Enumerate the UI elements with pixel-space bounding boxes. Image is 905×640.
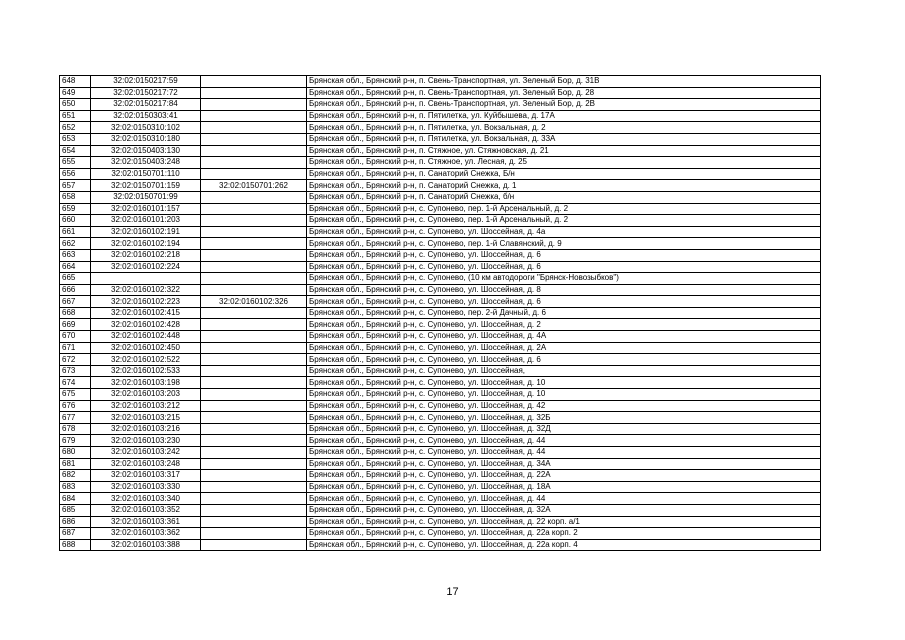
- cadastral-number-cell: 32:02:0160103:212: [91, 400, 201, 412]
- cadastral-number-cell: 32:02:0160103:317: [91, 470, 201, 482]
- address-cell: Брянская обл., Брянский р-н, п. Пятилетка, ул. Вокзальная, д. 2: [307, 122, 821, 134]
- row-number-cell: 655: [60, 157, 91, 169]
- table-row: [60, 238, 821, 250]
- cadastral-number-cell: 32:02:0160103:362: [91, 528, 201, 540]
- row-number-cell: 681: [60, 458, 91, 470]
- table-row: [60, 273, 821, 285]
- related-cadastral-number-cell: [201, 191, 307, 203]
- row-number-cell: 675: [60, 389, 91, 401]
- row-number-cell: 653: [60, 133, 91, 145]
- related-cadastral-number-cell: [201, 87, 307, 99]
- address-cell: Брянская обл., Брянский р-н, с. Супонево, ул. Шоссейная, д. 6: [307, 296, 821, 308]
- cadastral-number-cell: 32:02:0160101:157: [91, 203, 201, 215]
- address-cell: Брянская обл., Брянский р-н, п. Пятилетка, ул. Куйбышева, д. 17А: [307, 110, 821, 122]
- cadastral-number-cell: 32:02:0160103:388: [91, 539, 201, 551]
- table-row: [60, 493, 821, 505]
- cadastral-number-cell: 32:02:0150403:248: [91, 157, 201, 169]
- row-number-cell: 660: [60, 215, 91, 227]
- table-row: [60, 470, 821, 482]
- row-number-cell: 665: [60, 273, 91, 285]
- address-cell: Брянская обл., Брянский р-н, п. Свень-Транспортная, ул. Зеленый Бор, д. 2В: [307, 99, 821, 111]
- row-number-cell: 650: [60, 99, 91, 111]
- related-cadastral-number-cell: 32:02:0160102:326: [201, 296, 307, 308]
- table-row: [60, 168, 821, 180]
- table-row: [60, 377, 821, 389]
- cadastral-number-cell: 32:02:0160103:230: [91, 435, 201, 447]
- address-cell: Брянская обл., Брянский р-н, с. Супонево, ул. Шоссейная, д. 32Б: [307, 412, 821, 424]
- related-cadastral-number-cell: [201, 319, 307, 331]
- cadastral-number-cell: 32:02:0160101:203: [91, 215, 201, 227]
- related-cadastral-number-cell: [201, 354, 307, 366]
- row-number-cell: 662: [60, 238, 91, 250]
- address-cell: Брянская обл., Брянский р-н, с. Супонево, ул. Шоссейная, д. 44: [307, 493, 821, 505]
- related-cadastral-number-cell: [201, 377, 307, 389]
- address-cell: Брянская обл., Брянский р-н, п. Свень-Транспортная, ул. Зеленый Бор, д. 31В: [307, 76, 821, 88]
- cadastral-number-cell: 32:02:0160103:248: [91, 458, 201, 470]
- table-row: [60, 412, 821, 424]
- related-cadastral-number-cell: [201, 145, 307, 157]
- row-number-cell: 669: [60, 319, 91, 331]
- row-number-cell: 687: [60, 528, 91, 540]
- address-cell: Брянская обл., Брянский р-н, с. Супонево, ул. Шоссейная, д. 18А: [307, 481, 821, 493]
- related-cadastral-number-cell: [201, 331, 307, 343]
- table-row: [60, 389, 821, 401]
- related-cadastral-number-cell: [201, 365, 307, 377]
- table-row: [60, 145, 821, 157]
- related-cadastral-number-cell: [201, 249, 307, 261]
- table-row: [60, 110, 821, 122]
- row-number-cell: 657: [60, 180, 91, 192]
- address-cell: Брянская обл., Брянский р-н, с. Супонево, ул. Шоссейная, д. 6: [307, 354, 821, 366]
- related-cadastral-number-cell: [201, 226, 307, 238]
- related-cadastral-number-cell: [201, 238, 307, 250]
- table-row: [60, 342, 821, 354]
- related-cadastral-number-cell: [201, 133, 307, 145]
- table-row: [60, 261, 821, 273]
- cadastral-number-cell: 32:02:0150217:84: [91, 99, 201, 111]
- address-cell: Брянская обл., Брянский р-н, с. Супонево, ул. Шоссейная, д. 8: [307, 284, 821, 296]
- related-cadastral-number-cell: [201, 342, 307, 354]
- table-row: [60, 528, 821, 540]
- address-cell: Брянская обл., Брянский р-н, с. Супонево, пер. 1-й Славянский, д. 9: [307, 238, 821, 250]
- table-row: [60, 87, 821, 99]
- cadastral-number-cell: 32:02:0160103:340: [91, 493, 201, 505]
- cadastral-number-cell: 32:02:0150701:159: [91, 180, 201, 192]
- registry-table-body: [60, 76, 821, 551]
- table-row: [60, 354, 821, 366]
- table-row: [60, 122, 821, 134]
- related-cadastral-number-cell: [201, 493, 307, 505]
- row-number-cell: 656: [60, 168, 91, 180]
- cadastral-number-cell: 32:02:0160102:450: [91, 342, 201, 354]
- address-cell: Брянская обл., Брянский р-н, с. Супонево, ул. Шоссейная, д. 4А: [307, 331, 821, 343]
- related-cadastral-number-cell: [201, 400, 307, 412]
- cadastral-number-cell: 32:02:0160103:242: [91, 447, 201, 459]
- table-row: [60, 435, 821, 447]
- related-cadastral-number-cell: [201, 307, 307, 319]
- address-cell: Брянская обл., Брянский р-н, п. Стяжное, ул. Лесная, д. 25: [307, 157, 821, 169]
- row-number-cell: 654: [60, 145, 91, 157]
- related-cadastral-number-cell: [201, 539, 307, 551]
- cadastral-number-cell: 32:02:0150217:59: [91, 76, 201, 88]
- cadastral-number-cell: 32:02:0150303:41: [91, 110, 201, 122]
- address-cell: Брянская обл., Брянский р-н, п. Пятилетка, ул. Вокзальная, д. 33А: [307, 133, 821, 145]
- related-cadastral-number-cell: [201, 273, 307, 285]
- address-cell: Брянская обл., Брянский р-н, с. Супонево, ул. Шоссейная, д. 10: [307, 377, 821, 389]
- row-number-cell: 684: [60, 493, 91, 505]
- row-number-cell: 649: [60, 87, 91, 99]
- row-number-cell: 682: [60, 470, 91, 482]
- row-number-cell: 652: [60, 122, 91, 134]
- table-row: [60, 458, 821, 470]
- address-cell: Брянская обл., Брянский р-н, с. Супонево, (10 км автодороги "Брянск-Новозыбков"): [307, 273, 821, 285]
- table-row: [60, 296, 821, 308]
- address-cell: Брянская обл., Брянский р-н, с. Супонево, ул. Шоссейная, д. 44: [307, 447, 821, 459]
- table-row: [60, 215, 821, 227]
- address-cell: Брянская обл., Брянский р-н, с. Супонево, ул. Шоссейная, д. 34А: [307, 458, 821, 470]
- related-cadastral-number-cell: [201, 203, 307, 215]
- related-cadastral-number-cell: [201, 504, 307, 516]
- table-row: [60, 307, 821, 319]
- table-row: [60, 504, 821, 516]
- related-cadastral-number-cell: [201, 284, 307, 296]
- row-number-cell: 678: [60, 423, 91, 435]
- cadastral-number-cell: 32:02:0160103:198: [91, 377, 201, 389]
- cadastral-number-cell: [91, 273, 201, 285]
- row-number-cell: 677: [60, 412, 91, 424]
- table-row: [60, 539, 821, 551]
- table-row: [60, 319, 821, 331]
- related-cadastral-number-cell: [201, 261, 307, 273]
- address-cell: Брянская обл., Брянский р-н, с. Супонево, ул. Шоссейная, д. 22 корп. а/1: [307, 516, 821, 528]
- row-number-cell: 661: [60, 226, 91, 238]
- table-row: [60, 331, 821, 343]
- cadastral-number-cell: 32:02:0160102:522: [91, 354, 201, 366]
- related-cadastral-number-cell: [201, 122, 307, 134]
- table-row: [60, 76, 821, 88]
- table-row: [60, 365, 821, 377]
- related-cadastral-number-cell: [201, 481, 307, 493]
- row-number-cell: 667: [60, 296, 91, 308]
- cadastral-number-cell: 32:02:0160102:224: [91, 261, 201, 273]
- table-row: [60, 284, 821, 296]
- cadastral-number-cell: 32:02:0160103:215: [91, 412, 201, 424]
- row-number-cell: 663: [60, 249, 91, 261]
- related-cadastral-number-cell: [201, 528, 307, 540]
- address-cell: Брянская обл., Брянский р-н, с. Супонево, ул. Шоссейная, д. 2: [307, 319, 821, 331]
- address-cell: Брянская обл., Брянский р-н, с. Супонево, пер. 2-й Дачный, д. 6: [307, 307, 821, 319]
- table-row: [60, 191, 821, 203]
- row-number-cell: 668: [60, 307, 91, 319]
- table-row: [60, 226, 821, 238]
- address-cell: Брянская обл., Брянский р-н, п. Санаторий Снежка, д. 1: [307, 180, 821, 192]
- cadastral-number-cell: 32:02:0150310:180: [91, 133, 201, 145]
- related-cadastral-number-cell: [201, 435, 307, 447]
- cadastral-number-cell: 32:02:0160103:352: [91, 504, 201, 516]
- address-cell: Брянская обл., Брянский р-н, п. Санаторий Снежка, б/н: [307, 191, 821, 203]
- cadastral-number-cell: 32:02:0150701:110: [91, 168, 201, 180]
- cadastral-number-cell: 32:02:0150403:130: [91, 145, 201, 157]
- row-number-cell: 674: [60, 377, 91, 389]
- row-number-cell: 664: [60, 261, 91, 273]
- cadastral-number-cell: 32:02:0160103:361: [91, 516, 201, 528]
- related-cadastral-number-cell: [201, 215, 307, 227]
- address-cell: Брянская обл., Брянский р-н, с. Супонево, ул. Шоссейная, д. 6: [307, 249, 821, 261]
- address-cell: Брянская обл., Брянский р-н, с. Супонево, пер. 1-й Арсенальный, д. 2: [307, 215, 821, 227]
- cadastral-number-cell: 32:02:0160103:216: [91, 423, 201, 435]
- address-cell: Брянская обл., Брянский р-н, с. Супонево, ул. Шоссейная, д. 10: [307, 389, 821, 401]
- row-number-cell: 679: [60, 435, 91, 447]
- row-number-cell: 683: [60, 481, 91, 493]
- page-number: 17: [446, 586, 459, 598]
- address-cell: Брянская обл., Брянский р-н, с. Супонево, ул. Шоссейная, д. 32Д: [307, 423, 821, 435]
- address-cell: Брянская обл., Брянский р-н, с. Супонево, ул. Шоссейная, д. 2А: [307, 342, 821, 354]
- address-cell: Брянская обл., Брянский р-н, с. Супонево, ул. Шоссейная, д. 44: [307, 435, 821, 447]
- row-number-cell: 659: [60, 203, 91, 215]
- table-row: [60, 249, 821, 261]
- cadastral-number-cell: 32:02:0150217:72: [91, 87, 201, 99]
- cadastral-number-cell: 32:02:0160102:218: [91, 249, 201, 261]
- related-cadastral-number-cell: [201, 389, 307, 401]
- cadastral-number-cell: 32:02:0160103:203: [91, 389, 201, 401]
- address-cell: Брянская обл., Брянский р-н, с. Супонево, ул. Шоссейная, д. 4а: [307, 226, 821, 238]
- table-row: [60, 481, 821, 493]
- cadastral-number-cell: 32:02:0160102:322: [91, 284, 201, 296]
- related-cadastral-number-cell: [201, 447, 307, 459]
- address-cell: Брянская обл., Брянский р-н, с. Супонево, ул. Шоссейная, д. 42: [307, 400, 821, 412]
- row-number-cell: 673: [60, 365, 91, 377]
- row-number-cell: 686: [60, 516, 91, 528]
- address-cell: Брянская обл., Брянский р-н, с. Супонево, ул. Шоссейная, д. 22а корп. 2: [307, 528, 821, 540]
- address-cell: Брянская обл., Брянский р-н, с. Супонево, ул. Шоссейная, д. 22А: [307, 470, 821, 482]
- related-cadastral-number-cell: [201, 168, 307, 180]
- table-row: [60, 423, 821, 435]
- related-cadastral-number-cell: [201, 99, 307, 111]
- table-row: [60, 157, 821, 169]
- table-row: [60, 99, 821, 111]
- table-row: [60, 203, 821, 215]
- cadastral-number-cell: 32:02:0160102:194: [91, 238, 201, 250]
- related-cadastral-number-cell: [201, 76, 307, 88]
- cadastral-number-cell: 32:02:0160102:223: [91, 296, 201, 308]
- cadastral-number-cell: 32:02:0160102:428: [91, 319, 201, 331]
- related-cadastral-number-cell: [201, 458, 307, 470]
- row-number-cell: 685: [60, 504, 91, 516]
- cadastral-number-cell: 32:02:0160102:448: [91, 331, 201, 343]
- address-cell: Брянская обл., Брянский р-н, с. Супонево, пер. 1-й Арсенальный, д. 2: [307, 203, 821, 215]
- row-number-cell: 688: [60, 539, 91, 551]
- cadastral-number-cell: 32:02:0160102:191: [91, 226, 201, 238]
- row-number-cell: 648: [60, 76, 91, 88]
- related-cadastral-number-cell: [201, 470, 307, 482]
- row-number-cell: 666: [60, 284, 91, 296]
- table-row: [60, 400, 821, 412]
- registry-table: [59, 75, 821, 551]
- row-number-cell: 651: [60, 110, 91, 122]
- table-row: [60, 180, 821, 192]
- address-cell: Брянская обл., Брянский р-н, с. Супонево, ул. Шоссейная, д. 6: [307, 261, 821, 273]
- related-cadastral-number-cell: [201, 412, 307, 424]
- row-number-cell: 680: [60, 447, 91, 459]
- row-number-cell: 670: [60, 331, 91, 343]
- row-number-cell: 671: [60, 342, 91, 354]
- related-cadastral-number-cell: [201, 110, 307, 122]
- address-cell: Брянская обл., Брянский р-н, с. Супонево, ул. Шоссейная, д. 22а корп. 4: [307, 539, 821, 551]
- related-cadastral-number-cell: 32:02:0150701:262: [201, 180, 307, 192]
- related-cadastral-number-cell: [201, 423, 307, 435]
- table-row: [60, 447, 821, 459]
- cadastral-number-cell: 32:02:0160102:533: [91, 365, 201, 377]
- row-number-cell: 658: [60, 191, 91, 203]
- address-cell: Брянская обл., Брянский р-н, п. Стяжное, ул. Стяжновская, д. 21: [307, 145, 821, 157]
- related-cadastral-number-cell: [201, 516, 307, 528]
- row-number-cell: 672: [60, 354, 91, 366]
- address-cell: Брянская обл., Брянский р-н, п. Свень-Транспортная, ул. Зеленый Бор, д. 28: [307, 87, 821, 99]
- address-cell: Брянская обл., Брянский р-н, с. Супонево, ул. Шоссейная,: [307, 365, 821, 377]
- cadastral-number-cell: 32:02:0160102:415: [91, 307, 201, 319]
- address-cell: Брянская обл., Брянский р-н, п. Санаторий Снежка, Б/н: [307, 168, 821, 180]
- address-cell: Брянская обл., Брянский р-н, с. Супонево, ул. Шоссейная, д. 32А: [307, 504, 821, 516]
- cadastral-number-cell: 32:02:0150310:102: [91, 122, 201, 134]
- related-cadastral-number-cell: [201, 157, 307, 169]
- table-row: [60, 516, 821, 528]
- row-number-cell: 676: [60, 400, 91, 412]
- table-row: [60, 133, 821, 145]
- cadastral-number-cell: 32:02:0160103:330: [91, 481, 201, 493]
- cadastral-number-cell: 32:02:0150701:99: [91, 191, 201, 203]
